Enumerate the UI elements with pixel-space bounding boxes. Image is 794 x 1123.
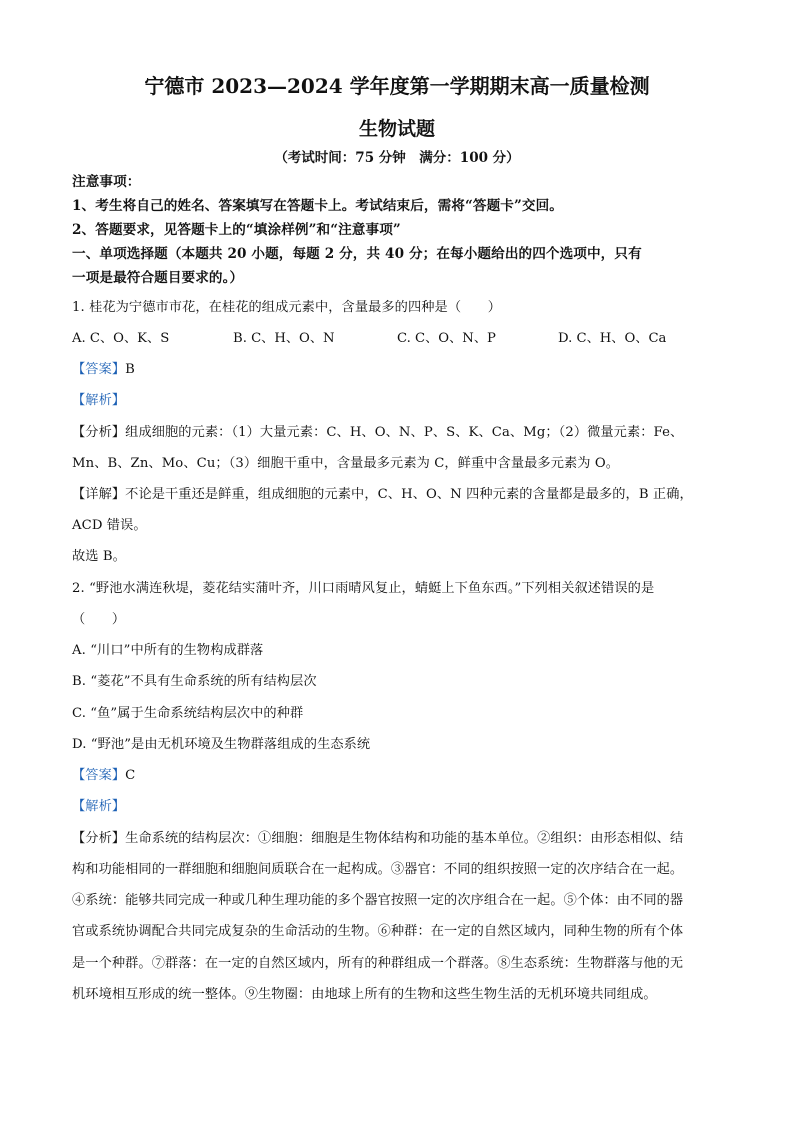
question-2-analysis-tag (72, 797, 722, 817)
fenxi-tag: 【分析】 (72, 425, 126, 440)
section-heading-line-2: 一项是最符合题目要求的。） (72, 270, 244, 286)
exam-title: 宁德市 2023—2024 学年度第一学期期末高一质量检测 (144, 74, 650, 98)
option-a: A. C、O、K、S (72, 331, 170, 346)
exam-subject: 生物试题 (358, 118, 435, 140)
analysis-tag: 【解析】 (72, 393, 126, 408)
question-2-option-a: A. “川口”中所有的生物构成群落 (72, 643, 264, 658)
fenxi-text: 生命系统的结构层次：①细胞：细胞是生物体结构和功能的基本单位。②组织：由形态相似、结 (125, 831, 684, 846)
fenxi-text: 组成细胞的元素：（1）大量元素：C、H、O、N、P、S、K、Ca、Mg；（2）微量元素：Fe、 (125, 425, 684, 440)
question-1-answer (72, 360, 722, 380)
question-2-fenxi-line-4: 官或系统协调配合共同完成复杂的生命活动的生物。⑥种群：在一定的自然区域内，同种生物的所有个体 (72, 924, 684, 939)
notice-item-1: 1、考生将自己的姓名、答案填写在答题卡上。考试结束后，需将“答题卡”交回。 (72, 198, 563, 214)
exam-info: （考试时间：75 分钟 满分：100 分） (274, 150, 520, 166)
option-c: C. C、O、N、P (397, 331, 496, 346)
notice-heading: 注意事项： (72, 174, 141, 190)
answer-tag: 【答案】 (72, 362, 126, 377)
question-1-fenxi-line-2: Mn、B、Zn、Mo、Cu；（3）细胞干重中，含量最多元素为 C，鲜重中含量最多元素为 O。 (72, 456, 620, 471)
fenxi-tag: 【分析】 (72, 831, 126, 846)
question-1-stem: 1. 桂花为宁德市市花，在桂花的组成元素中，含量最多的四种是（ ） (72, 300, 501, 315)
question-1-detail-line-1 (72, 485, 722, 505)
question-2-fenxi-line-5: 是一个种群。⑦群落：在一定的自然区域内，所有的种群组成一个群落。⑧生态系统：生物群落与他的无 (72, 956, 684, 971)
section-heading-line-1: 一、单项选择题（本题共 20 小题，每题 2 分，共 40 分；在每小题给出的四个选项中，只有 (72, 246, 642, 262)
question-2-fenxi-line-1 (72, 829, 722, 849)
question-1-fenxi-line-1 (72, 423, 722, 443)
question-1-conclusion: 故选 B。 (72, 549, 126, 564)
detail-tag: 【详解】 (72, 487, 126, 502)
option-d: D. C、H、O、Ca (558, 331, 667, 346)
question-2-fenxi-line-2: 构和功能相同的一群细胞和细胞间质联合在一起构成。③器官：不同的组织按照一定的次序结合在一起。 (72, 862, 684, 877)
question-1-detail-line-2: ACD 错误。 (72, 518, 147, 533)
question-2-fenxi-line-3: ④系统：能够共同完成一种或几种生理功能的多个器官按照一定的次序组合在一起。⑤个体：由不同的器 (72, 893, 684, 908)
option-b: B. C、H、O、N (233, 331, 335, 346)
question-2-option-c: C. “鱼”属于生命系统结构层次中的种群 (72, 706, 304, 721)
question-2-stem-line-2: （ ） (72, 612, 126, 627)
question-2-option-d: D. “野池”是由无机环境及生物群落组成的生态系统 (72, 737, 371, 752)
answer-tag: 【答案】 (72, 768, 126, 783)
analysis-tag: 【解析】 (72, 799, 126, 814)
answer-value: C (125, 768, 136, 783)
question-1-analysis-tag (72, 391, 722, 411)
answer-value: B (125, 362, 135, 377)
detail-text: 不论是干重还是鲜重，组成细胞的元素中，C、H、O、N 四种元素的含量都是最多的，B 正确， (125, 487, 693, 502)
notice-item-2: 2、答题要求，见答题卡上的“填涂样例”和“注意事项” (72, 222, 401, 238)
question-2-answer (72, 766, 722, 786)
question-2-fenxi-line-6: 机环境相互形成的统一整体。⑨生物圈：由地球上所有的生物和这些生物生活的无机环境共同组成。 (72, 987, 657, 1002)
question-2-stem-line-1: 2. “野池水满连秋堤，菱花结实蒲叶齐，川口雨晴风复止，蜻蜓上下鱼东西。”下列相关叙述错误的是 (72, 581, 655, 596)
question-2-option-b: B. “菱花”不具有生命系统的所有结构层次 (72, 674, 317, 689)
